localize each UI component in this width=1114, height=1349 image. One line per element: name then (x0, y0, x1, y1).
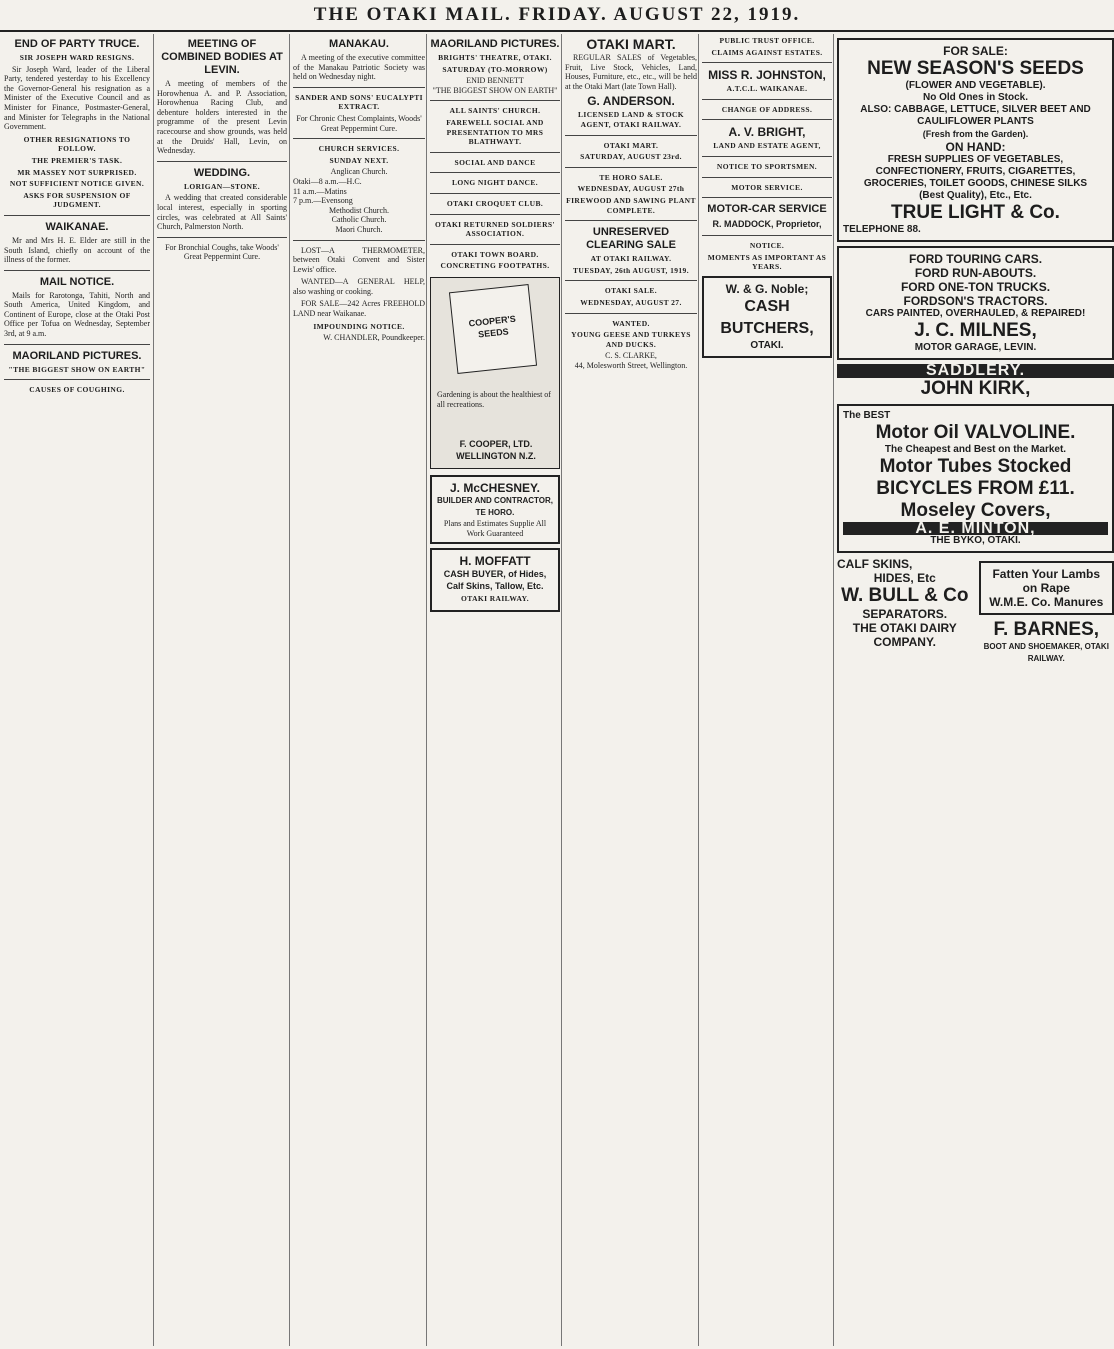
masthead: THE OTAKI MAIL. FRIDAY. AUGUST 22, 1919. (0, 0, 1114, 32)
subhead-sunday: SUNDAY NEXT. (329, 155, 389, 165)
article-text: REGULAR SALES of Vegetables, Fruit, Live Stock, Vehicles, Land, Houses, Furniture, etc., etc., will be held at the Otaki Mart (late Town Hall). (565, 53, 697, 91)
subhead: OTAKI TOWN BOARD. (451, 249, 539, 259)
subhead: FIREWOOD AND SAWING PLANT COMPLETE. (566, 195, 696, 215)
subhead: TUESDAY, 26th AUGUST, 1919. (573, 265, 689, 275)
divider (4, 344, 150, 345)
article-text: Mails for Rarotonga, Tahiti, North and South America, United Kingdom, and Continent of Europe, close at the Otaki Post Office per Tofua on Wednesday, September 3rd, at 9 a.m. (4, 290, 150, 339)
column-5 (561, 34, 697, 1346)
subhead: SATURDAY, AUGUST 23rd. (580, 152, 682, 162)
subhead: OTAKI RETURNED SOLDIERS' ASSOCIATION. (435, 219, 555, 239)
fatten-box (979, 561, 1114, 615)
saddlery-banner: SADDLERY. (837, 364, 1114, 378)
ad-line: FORD ONE-TON TRUCKS. (900, 280, 1051, 294)
subhead: MOTOR SERVICE. (731, 182, 803, 192)
service-item: Otaki—8 a.m.—H.C. (293, 176, 362, 186)
kirk-name: JOHN KIRK, (920, 377, 1031, 399)
subhead: SOCIAL AND DANCE (454, 157, 536, 167)
divider (702, 235, 832, 236)
headline-pictures: MAORILAND PICTURES. (430, 38, 560, 50)
ad-line: W.M.E. Co. Manures (989, 595, 1104, 610)
article-text: Sir Joseph Ward, leader of the Liberal Party, tendered yesterday to his Excellency the Governor-General his resignation as a Minister of the Executive Council and as Minister for Finance, Postmaster-General, and Minister for Telegraphs in the National Government. (4, 64, 150, 132)
subhead: OTAKI CROQUET CLUB. (446, 198, 544, 208)
ad-text: For Chronic Chest Complaints, Woods' Great Peppermint Cure. (296, 113, 422, 133)
divider (702, 62, 832, 63)
ad-peppermint: For Bronchial Coughs, take Woods' Great Peppermint Cure. (165, 242, 279, 262)
ad-line: The BEST (843, 409, 891, 421)
ad-sub: BUILDER AND CONTRACTOR, TE HORO. (437, 495, 553, 517)
seed-ad-text: Gardening is about the healthiest of all recreations. (437, 389, 551, 409)
ad-sub: CASH BUYER, of Hides, Calf Skins, Tallow, Etc. (443, 569, 547, 592)
seed-packet-illustration (449, 284, 537, 374)
divider (430, 244, 560, 245)
ad-line: (Best Quality), Etc., Etc. (919, 190, 1032, 201)
divider (565, 220, 697, 221)
subhead: THE PREMIER'S TASK. (31, 155, 123, 165)
signature: W. CHANDLER, Poundkeeper. (323, 333, 425, 343)
divider (430, 152, 560, 153)
seed-packet-label: COOPER'S SEEDS (468, 313, 517, 340)
subhead: MR MASSEY NOT SURPRISED. (17, 167, 137, 177)
dealer-address: 44, Molesworth Street, Wellington. (574, 360, 688, 370)
divider (565, 167, 697, 168)
mcchesney-ad (430, 475, 560, 544)
barnes-sub: BOOT AND SHOEMAKER, OTAKI RAILWAY. (983, 642, 1109, 664)
service-item: 11 a.m.—Matins (293, 186, 347, 196)
divider (702, 156, 832, 157)
manure-ad (979, 557, 1114, 665)
subhead: AT OTAKI RAILWAY. (590, 254, 672, 264)
classified-ad: LOST—A THERMOMETER, between Otaki Convent and Sister Lewis' office. (293, 245, 425, 274)
milnes-ad (837, 246, 1114, 360)
headline-mail-notice: MAIL NOTICE. (39, 275, 115, 288)
ad-headline: BICYCLES FROM £11. (876, 477, 1075, 499)
film-title: ENID BENNETT (466, 76, 524, 86)
ad-line: SEPARATORS. (862, 607, 948, 622)
barnes-name: F. BARNES, (993, 619, 1100, 641)
dealer-name: C. S. CLARKE, (605, 351, 657, 361)
subhead: WANTED. (612, 318, 650, 328)
subhead: LAND AND ESTATE AGENT, (713, 141, 821, 151)
headline-waikanae: WAIKANAE. (45, 220, 109, 233)
ad-headline: Moseley Covers, (900, 499, 1051, 521)
subhead: WEDNESDAY, AUGUST 27. (580, 297, 682, 307)
ad-firm: W. BULL & Co (841, 585, 969, 607)
ad-line: CARS PAINTED, OVERHAULED, & REPAIRED! (865, 308, 1086, 319)
subhead: CONCRETING FOOTPATHS. (440, 261, 550, 271)
divider (702, 99, 832, 100)
bottom-ads (837, 557, 1114, 665)
article-text: A wedding that created considerable local interest, especially in sporting circles, was celebrated at All Saints' Church, Palmerston North. (157, 193, 287, 232)
headline-maoriland: MAORILAND PICTURES. (12, 349, 142, 362)
agent-name: A. V. BRIGHT, (728, 125, 806, 140)
column-4 (426, 34, 560, 1346)
service-item: Methodist Church. (329, 205, 389, 215)
headline-clearing-sale: UNRESERVED CLEARING SALE (586, 226, 676, 252)
film-title: "THE BIGGEST SHOW ON EARTH" (432, 85, 558, 95)
ad-headline: NEW SEASON'S SEEDS (867, 58, 1084, 79)
ad-line: Fatten Your Lambs on Rape (992, 567, 1101, 596)
subhead: A.T.C.L. WAIKANAE. (726, 84, 808, 94)
subhead-sander: SANDER AND SONS' EUCALYPTI EXTRACT. (295, 92, 423, 112)
subhead: OTHER RESIGNATIONS TO FOLLOW. (23, 134, 131, 154)
ad-line: THE BYKO, OTAKI. (930, 535, 1021, 547)
ad-line: Plans and Estimates Supplie All Work Guaranteed (443, 518, 547, 538)
divider (702, 177, 832, 178)
service-item: Maori Church. (335, 224, 383, 234)
ad-address: OTAKI RAILWAY. (461, 594, 529, 604)
ad-line: ALSO: CABBAGE, LETTUCE, SILVER BEET AND CAULIFLOWER PLANTS (860, 104, 1091, 127)
ad-line: FOR SALE: (943, 44, 1008, 58)
ad-headline: Motor Oil VALVOLINE. (875, 421, 1076, 443)
subhead-ward-resigns: SIR JOSEPH WARD RESIGNS. (19, 53, 135, 62)
subhead: CAUSES OF COUGHING. (29, 385, 125, 395)
headline-otaki-mart: OTAKI MART. (586, 36, 676, 52)
article-text: A meeting of members of the Horowhenua A. and P. Association, Horowhenua Racing Club, and debenture holders interested in the programme of the present Levin racecourse and show grounds, was held at the Druids' Hall, Levin, on Wednesday. (157, 79, 287, 156)
seed-ad-firm: F. COOPER, LTD. WELLINGTON N.Z. (456, 438, 536, 461)
ad-town: OTAKI. (750, 339, 784, 351)
ad-line: MOTOR GARAGE, LEVIN. (914, 342, 1037, 353)
headline-party-truce: END OF PARTY TRUCE. (14, 38, 140, 50)
headline-wedding: WEDDING. (193, 166, 251, 179)
ad-firm: TRUE LIGHT & Co. (891, 202, 1060, 223)
article-text: Mr and Mrs H. E. Elder are still in the South Island, chiefly on account of the illness of the former. (4, 235, 150, 265)
ad-line: The Cheapest and Best on the Market. (884, 443, 1067, 455)
ad-line: HIDES, Etc (873, 571, 936, 586)
ad-line: No Old Ones in Stock. (922, 92, 1028, 103)
subhead: PUBLIC TRUST OFFICE. (719, 36, 815, 45)
classified-ad: WANTED—A GENERAL HELP, also washing or cooking. (293, 277, 425, 296)
ad-name: W. & G. Noble; (725, 281, 809, 296)
divider (702, 119, 832, 120)
subhead: YOUNG GEESE AND TURKEYS AND DUCKS. (571, 330, 691, 349)
ad-line: FORD RUN-ABOUTS. (914, 266, 1037, 280)
divider (702, 197, 832, 198)
subhead: NOTICE. (749, 241, 785, 251)
noble-butchers-ad (702, 276, 832, 358)
subhead: TE HORO SALE. (599, 172, 663, 182)
column-2 (153, 34, 287, 1346)
headline-motor-car: MOTOR-CAR SERVICE (707, 203, 827, 216)
divider (157, 237, 287, 238)
agent-name: G. ANDERSON. (587, 94, 675, 109)
teacher-name: MISS R. JOHNSTON, (708, 68, 826, 83)
service-item: Catholic Church. (331, 215, 387, 225)
subhead: WEDNESDAY, AUGUST 27th (577, 184, 685, 194)
ad-line: ON HAND: (945, 140, 1006, 154)
ad-firm: A. E. MINTON, (843, 522, 1108, 536)
ad-line: FRESH SUPPLIES OF VEGETABLES, CONFECTIONERY, FRUITS, CIGARETTES, GROCERIES, TOILET GOODS, CHINESE SILKS (863, 154, 1088, 189)
divider (430, 172, 560, 173)
subhead: LICENSED LAND & STOCK AGENT, OTAKI RAILWAY. (578, 110, 684, 129)
divider (565, 280, 697, 281)
service-item: Anglican Church. (330, 167, 388, 177)
subhead: CLAIMS AGAINST ESTATES. (711, 47, 823, 57)
service-item: 7 p.m.—Evensong (293, 196, 353, 206)
ad-line: (Fresh from the Garden). (922, 129, 1029, 139)
subhead: NOT SUFFICIENT NOTICE GIVEN. (9, 179, 145, 189)
ad-line: (FLOWER AND VEGETABLE). (905, 80, 1046, 91)
subhead: OTAKI MART. (603, 140, 659, 150)
classified-ad: FOR SALE—242 Acres FREEHOLD LAND near Waikanae. (293, 299, 425, 319)
bull-ad (837, 557, 973, 665)
ad-line: FORD TOURING CARS. (908, 252, 1043, 266)
headline-manakau: MANAKAU. (329, 38, 389, 50)
column-3 (289, 34, 425, 1346)
divider (565, 135, 697, 136)
divider (293, 87, 425, 88)
divider (430, 193, 560, 194)
subhead: LORIGAN—STONE. (183, 181, 261, 191)
column-7 (833, 34, 1114, 1346)
divider (293, 240, 425, 241)
divider (4, 215, 150, 216)
ad-line: THE OTAKI DAIRY COMPANY. (852, 621, 957, 650)
column-1 (4, 34, 150, 1346)
article-text: A meeting of the executive committee of the Manakau Patriotic Society was held on Wednesday night. (293, 53, 425, 82)
subhead: MOMENTS AS IMPORTANT AS YEARS. (707, 252, 827, 272)
ad-name: H. MOFFATT (459, 554, 531, 569)
subhead: OTAKI SALE. (604, 286, 658, 296)
subhead: ALL SAINTS' CHURCH. (449, 106, 541, 116)
subhead: ASKS FOR SUSPENSION OF JUDGMENT. (23, 190, 131, 210)
divider (157, 161, 287, 162)
subhead: CHANGE OF ADDRESS. (721, 104, 813, 114)
subhead: NOTICE TO SPORTSMEN. (716, 161, 818, 171)
divider (430, 100, 560, 101)
minton-ad (837, 404, 1114, 554)
divider (430, 214, 560, 215)
ad-firm: J. C. MILNES, (914, 320, 1037, 341)
coopers-seeds-ad (430, 277, 560, 469)
moffatt-ad (430, 548, 560, 612)
subhead: LONG NIGHT DANCE. (451, 178, 539, 188)
subhead-impounding: IMPOUNDING NOTICE. (313, 321, 405, 331)
subhead-church: CHURCH SERVICES. (318, 144, 400, 154)
ad-headline: Motor Tubes Stocked (879, 455, 1072, 477)
subhead: FAREWELL SOCIAL AND PRESENTATION TO MRS BLATHWAYT. (446, 117, 544, 147)
ad-line: FORDSON'S TRACTORS. (903, 294, 1048, 308)
divider (4, 270, 150, 271)
proprietor: R. MADDOCK, Proprietor, (712, 219, 822, 230)
ad-name: J. McCHESNEY. (449, 480, 541, 495)
column-6 (698, 34, 832, 1346)
divider (293, 138, 425, 139)
ad-line: CALF SKINS, (837, 557, 913, 572)
ad-line: TELEPHONE 88. (843, 224, 921, 235)
subhead: BRIGHTS' THEATRE, OTAKI. (438, 53, 552, 62)
subhead: "THE BIGGEST SHOW ON EARTH" (8, 364, 146, 374)
divider (565, 313, 697, 314)
subhead: SATURDAY (TO-MORROW) (442, 64, 548, 74)
ad-sub: CASH BUTCHERS, (720, 297, 814, 337)
true-light-ad (837, 38, 1114, 242)
divider (4, 379, 150, 380)
headline-meeting: MEETING OF COMBINED BODIES AT LEVIN. (161, 38, 283, 76)
